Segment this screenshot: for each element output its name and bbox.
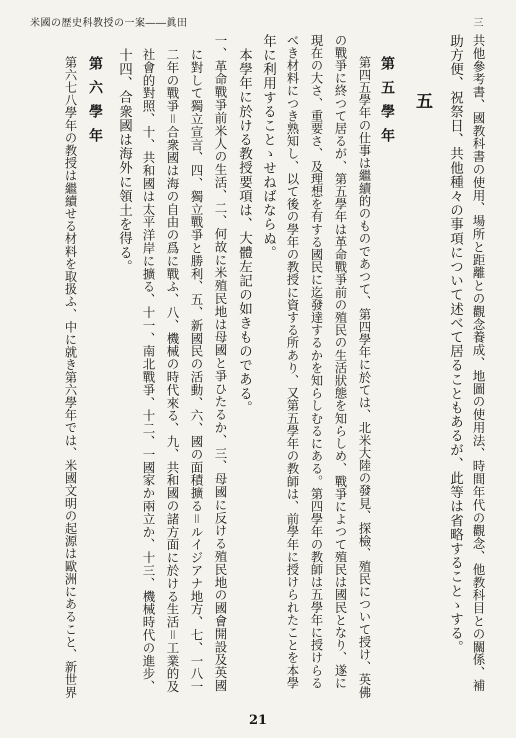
page-number: 21 bbox=[248, 713, 268, 728]
text-column-12: に對して獨立宣言、四、獨立戰爭と勝利、五、新國民の活動、六、國の面積擴る＝ルイジアナ地方、七、一八一 bbox=[189, 48, 204, 693]
text-column-9: 年に利用することゝせねばならぬ。 bbox=[260, 34, 276, 260]
text-column-13: 二年の戰爭＝合衆國は海の自由の爲に戰ふ、八、機械の時代來る、九、共和國の諸方面に於ける生活＝工業的及 bbox=[165, 48, 180, 693]
running-head bbox=[0, 14, 516, 29]
text-column-2: 助方便、祝祭日、共他種々の事項について述べて居ることもあるが、此等は省略することゝする。 bbox=[447, 34, 463, 655]
section-number: 五 bbox=[412, 92, 432, 109]
text-column-1: 共他參考書、國教科書の使用、場所と距離との觀念養成、地圖の使用法、時間年代の觀念、他教科目との關係、補 bbox=[471, 34, 486, 692]
text-column-8: べき材料につき熟知し、以て後の學年の教授に資する所あり、又第五學年の教師は、前學年に授けられたことを本學 bbox=[285, 34, 299, 690]
text-column-15: 十四、合衆國は海外に領土を得る。 bbox=[116, 48, 132, 274]
text-column-6: の戰爭に終つて居るが、第五學年は革命戰爭前の殖民の生活狀態を知らしめ、戰爭によつて殖民は國民となり、遂に bbox=[333, 34, 347, 690]
text-column-7: 現在の大さ、重要さ、及理想を有する國民に迄發達するかを知らしむるにある。第四學年の教師は五學年に授けらる bbox=[309, 34, 323, 690]
text-column-14: 社會的對照、十、共和國は太平洋岸に擴る、十一、南北戰爭、十二、一國家か兩立か、十三、機械時代の進步、 bbox=[141, 48, 156, 693]
text-column-10: 本學年に於ける教授要項は、大體左記の如きものである。 bbox=[236, 48, 252, 415]
running-head-mark: 三 bbox=[473, 18, 484, 29]
text-column-11: 一、革命戰爭前米人の生活、二、何故に米殖民地は母國と爭ひたるか、三、母國に反ける殖民地の國會開設及英國 bbox=[213, 34, 228, 692]
running-head-title: 米國の歴史科教授の一案――眞田 bbox=[30, 18, 188, 29]
text-column-17: 第六七八學年の教授は繼續せる材料を取扱ふ、中に就き第六學年では、米國文明の起源は歐洲にあること、新世界 bbox=[63, 56, 77, 699]
heading-fifth-grade: 第五學年 bbox=[379, 56, 395, 152]
heading-sixth-grade: 第六學年 bbox=[87, 56, 103, 152]
text-column-5: 第四五學年の仕事は繼續的のものであつて、第四學年に於ては、北米大陸の發見、探檢、殖民について授け、英佛 bbox=[357, 56, 371, 699]
